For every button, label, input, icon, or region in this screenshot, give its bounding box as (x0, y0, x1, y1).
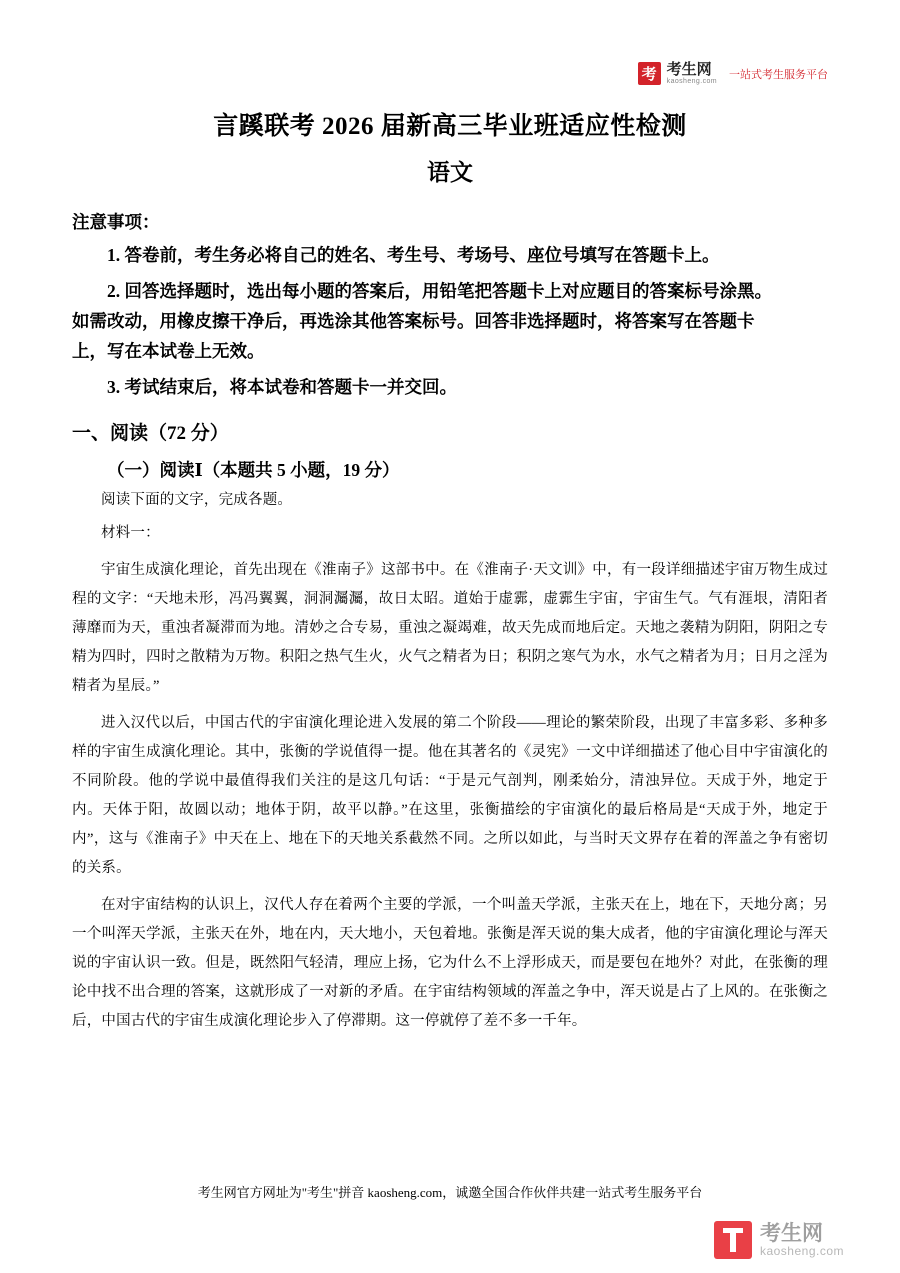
body-paragraph-1: 宇宙生成演化理论，首先出现在《淮南子》这部书中。在《淮南子·天文训》中，有一段详细描述宇宙万物生成过程的文字：“天地未形，冯冯翼翼，洞洞灟灟，故日太昭。道始于虚霩，虚霩生宇宙，宇宙生气。气有涯垠，清阳者薄靡而为天，重浊者凝滞而为地。清妙之合专易，重浊之凝竭难，故天先成而地后定。天地之袭精为阴阳，阴阳之专精为四时，四时之散精为万物。积阳之热气生火，火气之精者为日；积阴之寒气为水，水气之精者为月；日月之淫为精者为星辰。” (72, 562, 828, 695)
brand-slogan: 一站式考生服务平台 (729, 68, 828, 81)
notice-item-2: 2. 回答选择题时，选出每小题的答案后，用铅笔把答题卡上对应题目的答案标号涂黑。 (107, 281, 772, 302)
notice-item-2-cont-a: 如需改动，用橡皮擦干净后，再选涂其他答案标号。回答非选择题时，将答案写在答题卡 (72, 311, 755, 332)
watermark-logo (714, 1221, 844, 1259)
notice-item-3: 3. 考试结束后，将本试卷和答题卡一并交回。 (107, 377, 457, 398)
kaosheng-logo (638, 62, 828, 85)
reading-instruction: 阅读下面的文字，完成各题。 (101, 492, 293, 509)
page-footer: 考生网官方网址为"考生"拼音 kaosheng.com，诚邀全国合作伙伴共建一站式考生服务平台 (197, 1185, 703, 1200)
brand-text (667, 62, 717, 85)
section-sub-heading: （一）阅读Ⅰ（本题共 5 小题，19 分） (107, 460, 400, 481)
page-title: 言蹊联考 2026 届新高三毕业班适应性检测 (213, 113, 687, 140)
watermark-domain: kaosheng.com (759, 1243, 844, 1258)
watermark-text (760, 1222, 844, 1258)
notice-item-1: 1. 答卷前，考生务必将自己的姓名、考生号、考场号、座位号填写在答题卡上。 (107, 245, 720, 265)
watermark-name: 考生网 (759, 1221, 823, 1245)
notice-item-2-cont-b: 上，写在本试卷上无效。 (72, 341, 265, 362)
brand-domain: kaosheng.com (666, 77, 717, 85)
watermark-mark-icon (714, 1221, 752, 1259)
material-label: 材料一： (101, 525, 160, 542)
body-paragraph-2: 进入汉代以后，中国古代的宇宙演化理论进入发展的第二个阶段——理论的繁荣阶段，出现了丰富多彩、多种多样的宇宙生成演化理论。其中，张衡的学说值得一提。他在其著名的《灵宪》一文中详细描述了他心目中宇宙演化的不同阶段。他的学说中最值得我们关注的是这几句话：“于是元气剖判，刚柔始分，清浊异位。天成于外，地定于内。天体于阳，故圆以动；地体于阴，故平以静。”在这里，张衡描绘的宇宙演化的最后格局是“天成于外，地定于内”，这与《淮南子》中天在上、地在下的天地关系截然不同。之所以如此，与当时天文界存在着的浑盖之争有密切的关系。 (72, 715, 828, 877)
brand-name: 考生网 (666, 61, 712, 78)
brand-mark-icon: 考 (638, 62, 661, 85)
page-subtitle: 语文 (427, 160, 473, 185)
body-paragraph-3: 在对宇宙结构的认识上，汉代人存在着两个主要的学派，一个叫盖天学派，主张天在上，地在下，天地分离；另一个叫浑天学派，主张天在外，地在内，天大地小，天包着地。张衡是浑天说的集大成者，他的宇宙演化理论与浑天说的宇宙认识一致。但是，既然阳气轻清，理应上扬，它为什么不上浮形成天，而是要包在地外？对此，在张衡的理论中找不出合理的答案，这就形成了一对新的矛盾。在宇宙结构领域的浑盖之争中，浑天说是占了上风的。在张衡之后，中国古代的宇宙生成演化理论步入了停滞期。这一停就停了差不多一千年。 (72, 897, 828, 1030)
notice-heading: 注意事项： (72, 212, 160, 232)
part-heading: 一、阅读（72 分） (72, 423, 229, 445)
